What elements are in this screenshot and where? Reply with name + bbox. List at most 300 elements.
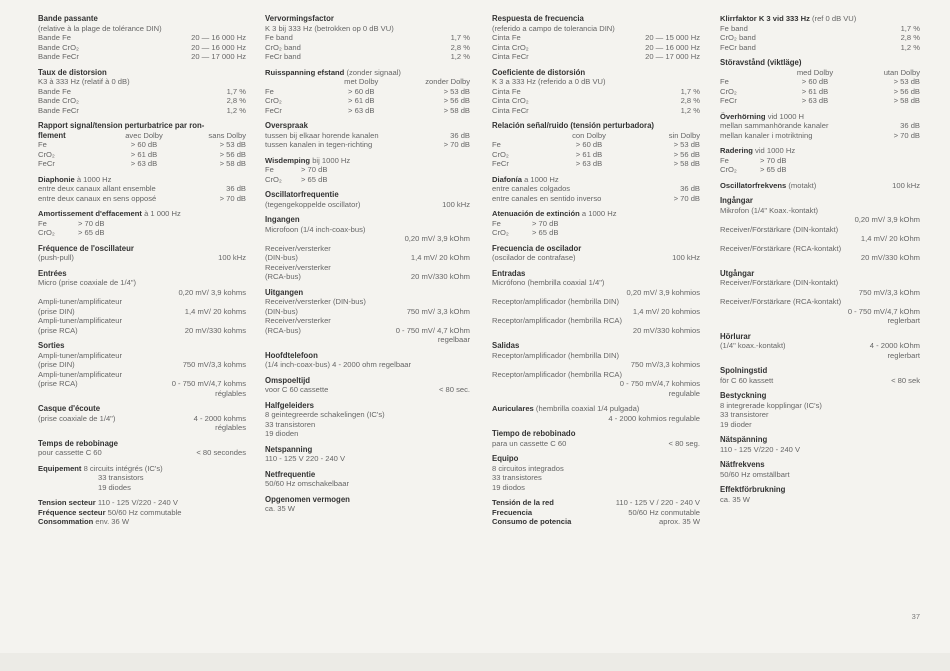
- section-ruisspanning: [265, 68, 470, 116]
- heading: Oscillatorfrekvens: [720, 180, 787, 190]
- heading: Tiempo de rebobinado: [492, 429, 576, 438]
- value: 0 - 750 mV/4,7 kohms: [171, 379, 246, 388]
- section-diafonia: [492, 175, 700, 204]
- line: 8 circuitos integrados: [492, 463, 564, 473]
- section-spolningstid: [720, 366, 920, 385]
- dolby-table: [720, 68, 920, 106]
- label: Fe: [265, 165, 274, 174]
- value: 36 dB: [450, 130, 470, 140]
- value: > 70 dB: [78, 218, 105, 228]
- heading: Overspraak: [265, 121, 308, 130]
- heading: Wisdemping: [265, 155, 311, 165]
- label: (RCA-bus): [265, 272, 301, 281]
- line: 33 transistores: [492, 473, 542, 482]
- line: Receptor/amplificador (hembrilla RCA): [492, 369, 622, 379]
- heading: Equipement: [38, 463, 82, 473]
- label: CrO₂: [492, 228, 509, 237]
- heading: Utgångar: [720, 268, 755, 278]
- line: 19 diodes: [98, 482, 131, 492]
- section-freq-secteur: [38, 508, 246, 518]
- heading: Coeficiente de distorsión: [492, 67, 586, 77]
- section-storavstand: [720, 58, 920, 106]
- spec-row: [720, 33, 920, 43]
- value: 100 kHz: [672, 253, 700, 262]
- heading: Sorties: [38, 341, 65, 350]
- section-diaphonie: [38, 175, 246, 204]
- line: 8 circuits intégrés (IC's): [83, 463, 163, 473]
- value: > 63 dB: [348, 105, 375, 115]
- line: 8 geintegreerde schakelingen (IC's): [265, 410, 385, 419]
- label: Cinta Fe: [492, 86, 521, 96]
- label: FeCr: [265, 105, 282, 115]
- line: 33 transistorer: [720, 410, 769, 419]
- spec-row: [265, 253, 470, 263]
- section-halfgeleiders: [265, 401, 470, 439]
- label: Cinta CrO₂: [492, 42, 529, 52]
- heading: Nätfrekvens: [720, 460, 765, 469]
- heading: Bestyckning: [720, 391, 767, 400]
- section-coeficiente: [492, 68, 700, 116]
- spec-row: [265, 272, 470, 282]
- section-bestyckning: [720, 391, 920, 429]
- label: (DIN-bus): [265, 253, 298, 262]
- line: Ampli-tuner/amplificateur: [38, 369, 122, 379]
- value: 20 mV/330 kohms: [184, 325, 246, 335]
- value: > 56 dB: [673, 149, 700, 159]
- value: 36 dB: [226, 184, 246, 193]
- section-sorties: [38, 341, 246, 398]
- heading: Hoofdtelefoon: [265, 350, 318, 360]
- heading: Fréquence secteur: [38, 507, 106, 517]
- heading: Omspoeltijd: [265, 375, 311, 385]
- section-natspanning: [720, 435, 920, 454]
- spec-table: [38, 219, 246, 238]
- spec-row: [492, 96, 700, 106]
- heading: Frecuencia: [492, 507, 533, 517]
- value: > 61 dB: [348, 96, 375, 105]
- value: > 60 dB: [130, 140, 158, 149]
- value: 4 - 2000 kohms: [193, 413, 246, 423]
- column-dutch: [265, 14, 470, 520]
- spec-row: [38, 194, 246, 204]
- value: 36 dB: [680, 184, 700, 193]
- section-overspraak: [265, 121, 470, 150]
- spec-table: [720, 156, 920, 175]
- heading-cont: flement: [38, 130, 66, 140]
- label: Fe: [720, 77, 729, 86]
- heading: Ingangen: [265, 215, 300, 224]
- value: 20 — 15 000 Hz: [645, 33, 700, 42]
- col-header: zonder Dolby: [425, 77, 470, 86]
- value: > 61 dB: [801, 86, 829, 96]
- heading: Opgenomen vermogen: [265, 494, 350, 504]
- spec-row: [38, 96, 246, 106]
- value: 0,20 mV/ 3,9 kOhm: [854, 215, 920, 224]
- heading-rest: vid 1000 H: [767, 111, 805, 121]
- line: 110 - 125 V/220 - 240 V: [720, 444, 801, 454]
- value: 0,20 mV/ 3,9 kohms: [178, 287, 246, 297]
- label: Bande FeCr: [38, 105, 79, 115]
- value: 750 mV/3,3 kOhm: [858, 287, 920, 297]
- heading: Diafonía: [492, 174, 522, 184]
- value: 1,2 %: [680, 105, 700, 115]
- value: 20 mV/330 kohmios: [632, 325, 700, 335]
- spec-row: [38, 379, 246, 389]
- section-distorsion: [38, 68, 246, 116]
- label: Cinta CrO₂: [492, 96, 529, 105]
- section-entradas: [492, 269, 700, 336]
- section-casque: [38, 404, 246, 433]
- value: 1,7 %: [900, 23, 920, 33]
- section-oscillator: [265, 190, 470, 209]
- value: < 80 seg.: [668, 438, 700, 448]
- col-header: sin Dolby: [668, 130, 700, 140]
- spec-row: [38, 448, 246, 458]
- heading: Diaphonie: [38, 174, 75, 184]
- line: Receiver/versterker: [265, 262, 331, 272]
- line: Receiver/Förstärkare (RCA-kontakt): [720, 243, 842, 253]
- value: > 53 dB: [893, 77, 920, 86]
- value: 4 - 2000 kOhm: [869, 341, 920, 350]
- label: entre canales en sentido inverso: [492, 193, 602, 203]
- heading: Amortissement d'effacement: [38, 209, 142, 218]
- heading-rest: bij 1000 Hz: [312, 155, 351, 165]
- spec-row: [38, 253, 246, 263]
- value: 1,7 %: [450, 33, 470, 42]
- spec-row: [265, 140, 470, 150]
- line: 110 - 125 V 220 - 240 V: [265, 454, 346, 463]
- label: (tegengekoppelde oscillator): [265, 199, 361, 209]
- spec-row: [38, 360, 246, 370]
- value: > 56 dB: [219, 149, 246, 159]
- line: 19 diodos: [492, 482, 525, 492]
- section-omspoeltijd: [265, 376, 470, 395]
- label: Cinta FeCr: [492, 105, 529, 115]
- label: CrO₂ band: [720, 33, 756, 42]
- heading: Effektförbrukning: [720, 485, 786, 494]
- label: mellan kanaler i motriktning: [720, 130, 813, 140]
- label: (DIN-bus): [265, 306, 298, 316]
- value: < 80 sec.: [438, 385, 470, 394]
- section-equipo: [492, 454, 700, 492]
- value: > 70 dB: [893, 130, 920, 140]
- section-tension: [38, 498, 246, 508]
- line: Microfoon (1/4 inch-coax-bus): [265, 224, 366, 234]
- section-bande-passante: [38, 14, 246, 62]
- value: 750 mV/3,3 kohmios: [630, 360, 700, 369]
- value: 100 kHz: [218, 253, 246, 262]
- heading: Equipo: [492, 454, 519, 463]
- section-ingangen: [265, 215, 470, 282]
- heading: Radering: [720, 146, 753, 155]
- label: FeCr: [38, 159, 55, 168]
- line: (1/4 inch-coax-bus) 4 - 2000 ohm regelbaar: [265, 360, 412, 369]
- value: 20 — 16 000 Hz: [645, 42, 700, 52]
- section-respuesta: [492, 14, 700, 62]
- label: CrO₂: [265, 96, 282, 105]
- heading: Netspanning: [265, 444, 313, 454]
- label: entre canales colgados: [492, 184, 571, 193]
- label: CrO₂: [492, 149, 509, 159]
- heading-rest: a 1000 Hz: [581, 209, 617, 218]
- col-header: utan Dolby: [883, 67, 920, 77]
- label: för C 60 kassett: [720, 375, 774, 385]
- col-header: sans Dolby: [208, 130, 246, 140]
- heading: Hörlurar: [720, 331, 751, 341]
- section-ingangar: [720, 196, 920, 263]
- spec-row: [38, 414, 246, 424]
- spec-row: [492, 106, 700, 116]
- spec-row: [265, 200, 470, 210]
- section-entrees: [38, 269, 246, 336]
- value: > 65 dB: [78, 228, 105, 237]
- heading: Fréquence de l'oscillateur: [38, 243, 134, 253]
- spec-row: [38, 33, 246, 43]
- spec-row: [38, 87, 246, 97]
- section-opgenomen: [265, 495, 470, 514]
- line: Mikrofon (1/4" Koax.-kontakt): [720, 205, 819, 215]
- column-swedish: [720, 14, 920, 510]
- heading: Uitgangen: [265, 287, 304, 297]
- value: 4 - 2000 kohmios regulable: [608, 413, 700, 423]
- value: 1,4 mV/ 20 kohmios: [632, 306, 700, 316]
- section-netfrequentie: [265, 470, 470, 489]
- label: Bande Fe: [38, 33, 71, 42]
- page-number: 37: [911, 612, 920, 621]
- line: 33 transistors: [98, 473, 144, 482]
- section-rebobinage: [38, 439, 246, 458]
- label: Fe: [38, 218, 47, 228]
- label: entre deux canaux allant ensemble: [38, 184, 156, 193]
- section-hoofdtelefoon: [265, 351, 470, 370]
- value: 20 — 16 000 Hz: [191, 33, 246, 42]
- value: 2,8 %: [900, 33, 920, 42]
- value: > 53 dB: [219, 140, 246, 149]
- label: tussen bij elkaar horende kanalen: [265, 130, 379, 140]
- subheading: (relative à la plage de tolérance DIN): [38, 23, 162, 33]
- value: 20 — 17 000 Hz: [645, 52, 700, 61]
- label: mellan sammanhörande kanaler: [720, 121, 829, 130]
- value: > 61 dB: [130, 149, 158, 159]
- label: (oscilador de contrafase): [492, 253, 576, 262]
- value: < 80 secondes: [196, 448, 246, 457]
- label: (prise RCA): [38, 325, 78, 335]
- value: > 58 dB: [219, 159, 246, 168]
- line: Receptor/amplificador (hembrilla DIN): [492, 350, 620, 360]
- label: (prise DIN): [38, 360, 75, 369]
- line: 50/60 Hz omschakelbaar: [265, 479, 349, 488]
- label: Bande CrO₂: [38, 96, 79, 105]
- value: regulable: [668, 388, 700, 398]
- section-atenuacion: [492, 209, 700, 238]
- heading: Halfgeleiders: [265, 400, 314, 410]
- value: > 65 dB: [532, 228, 559, 237]
- section-auriculares: [492, 404, 700, 423]
- label: FeCr: [720, 96, 737, 105]
- value: 1,4 mV/ 20 kOhm: [410, 253, 470, 262]
- heading: Frecuencia de oscilador: [492, 243, 582, 253]
- section-radering: [720, 146, 920, 175]
- section-natfrekvens: [720, 460, 920, 479]
- label: CrO₂: [720, 86, 737, 96]
- value: 1,7 %: [680, 86, 700, 96]
- line: 19 dioden: [265, 429, 299, 438]
- value: > 65 dB: [301, 174, 328, 184]
- heading: Klirrfaktor K 3 vid 333 Hz: [720, 14, 810, 23]
- value: 20 — 16 000 Hz: [191, 42, 246, 52]
- line: 8 integrerade kopplingar (IC's): [720, 400, 822, 410]
- value: 36 dB: [900, 121, 920, 130]
- label: CrO₂: [720, 165, 737, 174]
- section-wisdemping: [265, 156, 470, 185]
- label: (prise RCA): [38, 379, 78, 388]
- line: Receiver/versterker: [265, 316, 331, 325]
- value: > 70 dB: [443, 140, 470, 149]
- value: 0,20 mV/ 3,9 kOhm: [404, 234, 470, 243]
- col-header: met Dolby: [344, 77, 379, 86]
- label: entre deux canaux en sens opposé: [38, 193, 157, 203]
- value: réglables: [215, 423, 246, 432]
- label: Fe: [265, 86, 274, 96]
- heading-rest: (motakt): [788, 180, 817, 190]
- label: FeCr band: [265, 52, 301, 61]
- heading: Atenuación de extinción: [492, 209, 580, 218]
- subheading: K 3 bij 333 Hz (betrokken op 0 dB VU): [265, 23, 394, 33]
- value: > 70 dB: [301, 165, 328, 174]
- value: réglables: [215, 388, 246, 398]
- section-salidas: [492, 341, 700, 398]
- subheading: K3 à 333 Hz (relatif à 0 dB): [38, 77, 130, 86]
- spec-row: [720, 43, 920, 53]
- dolby-table: [492, 131, 700, 169]
- value: aprox. 35 W: [659, 517, 700, 526]
- heading: Rapport signal/tension perturbatrice par ron-: [38, 121, 205, 130]
- line: Receptor/amplificador (hembrilla RCA): [492, 316, 622, 325]
- heading: Nätspänning: [720, 435, 768, 444]
- section-consumo: [492, 517, 700, 527]
- heading: Störavstånd (viktläge): [720, 58, 802, 67]
- value: env. 36 W: [95, 517, 130, 526]
- label: Fe: [720, 155, 729, 165]
- value: 2,8 %: [680, 96, 700, 105]
- value: 750 mV/3,3 kohms: [182, 360, 246, 369]
- line: Receiver/Förstärkare (RCA-kontakt): [720, 297, 842, 306]
- spec-row: [492, 439, 700, 449]
- heading-rest: à 1000 Hz: [76, 174, 112, 184]
- spec-row: [720, 376, 920, 386]
- value: > 53 dB: [443, 86, 470, 96]
- label: Fe: [492, 218, 501, 228]
- spec-row: [38, 106, 246, 116]
- value: 50/60 Hz commutable: [107, 507, 182, 517]
- spec-row: [492, 43, 700, 53]
- value: 0,20 mV/ 3,9 kohmios: [626, 287, 700, 297]
- section-horlurar: [720, 332, 920, 361]
- label: Bande FeCr: [38, 52, 79, 61]
- dolby-table: [38, 131, 246, 169]
- heading: Oscillatorfrequentie: [265, 190, 339, 199]
- heading: Spolningstid: [720, 366, 768, 375]
- spec-row: [265, 33, 470, 43]
- section-tiempo: [492, 429, 700, 448]
- spec-row: [492, 253, 700, 263]
- section-consommation: [38, 517, 246, 527]
- spec-row: [265, 43, 470, 53]
- value: > 61 dB: [575, 149, 603, 159]
- spec-row: [265, 326, 470, 336]
- heading-rest: à 1 000 Hz: [144, 209, 181, 218]
- section-utgangar: [720, 269, 920, 326]
- heading: Bande passante: [38, 14, 98, 23]
- line: Receptor/amplificador (hembrilla DIN): [492, 297, 620, 306]
- label: pour cassette C 60: [38, 448, 102, 457]
- label: tussen kanalen in tegen-richting: [265, 140, 373, 149]
- spec-table: [265, 165, 470, 184]
- heading: Taux de distorsion: [38, 67, 107, 77]
- label: Cinta FeCr: [492, 52, 529, 61]
- heading: Vervormingsfactor: [265, 14, 334, 23]
- heading: Tensión de la red: [492, 498, 554, 507]
- value: > 60 dB: [801, 77, 829, 86]
- col-header: avec Dolby: [125, 130, 163, 140]
- spec-row: [38, 326, 246, 336]
- spec-row: [492, 184, 700, 194]
- value: > 58 dB: [673, 159, 700, 168]
- section-frecuencia: [492, 508, 700, 518]
- value: > 63 dB: [801, 96, 829, 105]
- line: 50/60 Hz omställbart: [720, 469, 790, 479]
- column-spanish: [492, 14, 700, 527]
- value: 110 - 125 V / 220 - 240 V: [615, 498, 700, 507]
- label: Fe band: [720, 23, 748, 33]
- spec-row: [265, 307, 470, 317]
- value: regelbaar: [437, 335, 470, 344]
- heading: Auriculares: [492, 404, 534, 413]
- line: Ampli-tuner/amplificateur: [38, 350, 122, 360]
- value: > 65 dB: [760, 165, 787, 174]
- line: Ampli-tuner/amplificateur: [38, 297, 122, 306]
- value: 1,2 %: [226, 105, 246, 115]
- heading: Temps de rebobinage: [38, 438, 119, 448]
- value: > 60 dB: [348, 86, 375, 96]
- section-vervorming: [265, 14, 470, 62]
- label: (prise DIN): [38, 306, 75, 316]
- dolby-table: [265, 77, 470, 115]
- value: 20 mV/330 kOhm: [410, 272, 470, 281]
- heading: Tension secteur: [38, 498, 96, 507]
- value: > 56 dB: [893, 86, 920, 96]
- section-uitgangen: [265, 288, 470, 345]
- spec-row: [492, 194, 700, 204]
- section-frequence-osc: [38, 244, 246, 263]
- section-relacion: [492, 121, 700, 169]
- section-klirrfaktor: [720, 14, 920, 52]
- spec-row: [720, 341, 920, 351]
- col-header: con Dolby: [572, 130, 606, 140]
- heading: Ruisspanning efstand: [265, 67, 345, 77]
- line: ca. 35 W: [265, 504, 295, 513]
- line: Receiver/Förstärkare (DIN-kontakt): [720, 224, 839, 234]
- value: < 80 sek: [891, 375, 920, 385]
- spec-row: [492, 87, 700, 97]
- spec-row: [492, 52, 700, 62]
- value: 2,8 %: [450, 42, 470, 52]
- label: Bande CrO₂: [38, 42, 79, 52]
- value: 750 mV/ 3,3 kOhm: [406, 306, 470, 316]
- label: (push-pull): [38, 253, 74, 262]
- heading-rest: (ref 0 dB VU): [812, 14, 857, 23]
- value: 100 kHz: [442, 199, 470, 209]
